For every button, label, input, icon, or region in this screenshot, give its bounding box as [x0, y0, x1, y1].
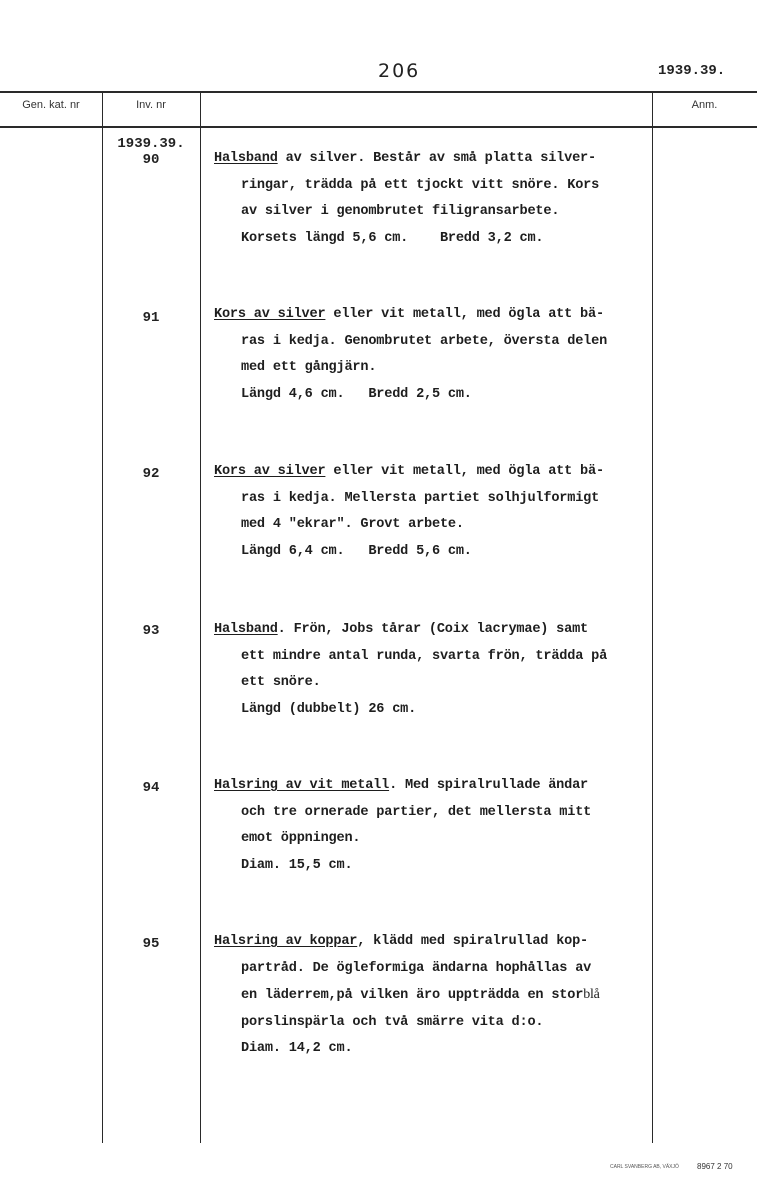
entry-description: Halsring av vit metall. Med spiralrullade ändar och tre ornerade partier, det mellersta mitt emot öppningen. Diam. 15,5 cm. — [214, 778, 592, 873]
entry-title: Kors av silver — [214, 464, 326, 479]
entry-title: Kors av silver — [214, 307, 326, 322]
inv-prefix: 1939.39. — [117, 136, 185, 152]
catalog-id: 1939.39. — [658, 63, 726, 79]
entry-description: Kors av silver eller vit metall, med ögla att bä- ras i kedja. Mellersta partiet solhjulformigt med 4 "ekrar". Grovt arbete. Längd 6,4 cm. Bredd 5,6 cm. — [214, 464, 604, 559]
column-divider-1 — [102, 92, 103, 1143]
entry-description: Kors av silver eller vit metall, med ögla att bä- ras i kedja. Genombrutet arbete, översta delen med ett gångjärn. Längd 4,6 cm. Bredd 2,5 cm. — [214, 307, 608, 402]
inv-number: 90 — [142, 152, 160, 168]
entry-description: Halsring av koppar, klädd med spiralrullad kop- partråd. De ögleformiga ändarna hophållas av en läderrem,på vilken äro uppträdda en storblå porslinspärla och två smärre vita d:o. Diam. 14,2 cm. — [214, 934, 600, 1056]
header-inv-nr: Inv. nr — [136, 99, 166, 111]
header-gen-kat-nr: Gen. kat. nr — [22, 99, 80, 111]
inv-number: 93 — [142, 623, 160, 639]
inv-number: 91 — [142, 310, 160, 326]
entry-title: Halsband — [214, 622, 278, 637]
header-anm: Anm. — [691, 99, 718, 111]
entry-title: Halsband — [214, 151, 278, 166]
handwritten-note: blå — [583, 987, 600, 1002]
entry-title: Halsring av vit metall — [214, 778, 390, 793]
page-number: 206 — [378, 60, 421, 82]
header-top-rule — [0, 91, 757, 93]
entry-description: Halsband av silver. Består av små platta silver- ringar, trädda på ett tjockt vitt snöre. Kors av silver i genombrutet filigransarbete. Korsets längd 5,6 cm. Bredd 3,2 cm. — [214, 151, 600, 246]
inv-number: 92 — [142, 466, 160, 482]
printer-imprint: CARL SVANBERG AB, VÄXJÖ — [610, 1164, 679, 1170]
header-bottom-rule — [0, 126, 757, 128]
form-code: 8967 2 70 — [697, 1162, 733, 1171]
column-divider-2 — [200, 92, 201, 1143]
entry-description: Halsband. Frön, Jobs tårar (Coix lacrymae) samt ett mindre antal runda, svarta frön, trädda på ett snöre. Längd (dubbelt) 26 cm. — [214, 622, 608, 717]
inv-number: 95 — [142, 936, 160, 952]
inv-number: 94 — [142, 780, 160, 796]
entry-title: Halsring av koppar — [214, 934, 358, 949]
